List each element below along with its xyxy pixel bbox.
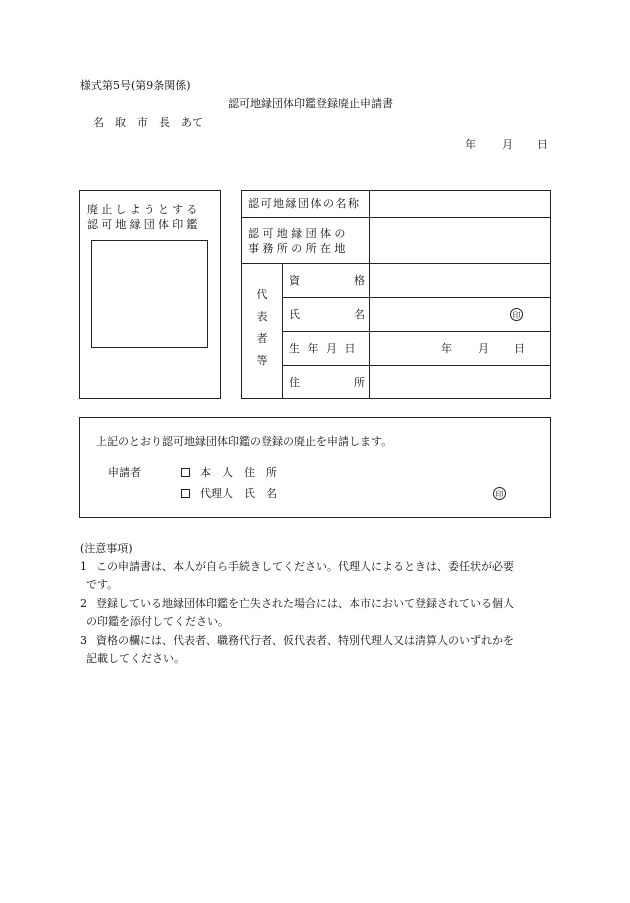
- date-year-label: 年: [465, 138, 476, 151]
- birth-month-label: 月: [478, 342, 489, 355]
- note-number: 1: [80, 560, 87, 573]
- seal-box-label-line2: 認可地縁団体印鑑: [87, 218, 201, 231]
- qualification-label-1: 資: [289, 274, 300, 287]
- form-title: 認可地縁団体印鑑登録廃止申請書: [228, 97, 393, 110]
- note-number: 2: [80, 597, 87, 610]
- seal-impression-area[interactable]: [91, 240, 208, 348]
- qualification-label-2: 格: [354, 274, 365, 287]
- applicant-label: 申請者: [108, 466, 141, 479]
- date-day-label: 日: [537, 138, 548, 151]
- seal-mark-icon: 印: [510, 308, 523, 321]
- form-number: 様式第5号(第9条関係): [80, 79, 191, 92]
- note-number: 3: [80, 634, 87, 647]
- name-field[interactable]: [370, 298, 510, 330]
- date-month-label: 月: [502, 138, 513, 151]
- checkbox-agent[interactable]: [181, 489, 190, 498]
- birth-year-label: 年: [441, 342, 452, 355]
- address-field[interactable]: [370, 366, 550, 398]
- org-name-field[interactable]: [370, 218, 550, 262]
- application-box: [79, 417, 551, 518]
- checkbox-self[interactable]: [181, 468, 190, 477]
- note-text: この申請書は、本人が自ら手続きしてください。代理人によるときは、委任状が必要: [96, 560, 514, 573]
- office-label-line2: 事務所の所在地: [248, 242, 349, 255]
- note-text: 登録している地縁団体印鑑を亡失された場合には、本市において登録されている個人: [96, 597, 514, 610]
- name-label-1: 氏: [289, 308, 300, 321]
- option-agent-name: 代理人 氏 名: [200, 487, 277, 500]
- address-label-2: 所: [354, 376, 365, 389]
- qualification-field[interactable]: [370, 264, 550, 296]
- note-text-continued: の印鑑を添付してください。: [86, 615, 229, 628]
- birth-day-label: 日: [514, 342, 525, 355]
- representative-label: 代 表 者 等: [256, 288, 268, 367]
- addressee: 名 取 市 長 あて: [93, 116, 203, 129]
- address-label-1: 住: [289, 376, 300, 389]
- note-text: 資格の欄には、代表者、職務代行者、仮代表者、特別代理人又は清算人のいずれかを: [96, 634, 514, 647]
- notes-heading: (注意事項): [80, 542, 133, 555]
- office-label-line1: 認可地縁団体の: [248, 227, 349, 240]
- name-label-2: 名: [354, 308, 365, 321]
- application-statement: 上記のとおり認可地縁団体印鑑の登録の廃止を申請します。: [96, 435, 393, 448]
- seal-mark-icon: 印: [493, 487, 506, 500]
- org-name-label: 認可地縁団体の名称: [248, 197, 361, 210]
- seal-box-label-line1: 廃止しようとする: [87, 203, 201, 216]
- birthdate-label: 生 年 月 日: [289, 342, 358, 355]
- note-text-continued: 記載してください。: [86, 652, 185, 665]
- note-text-continued: です。: [86, 578, 119, 591]
- option-self-address: 本 人 住 所: [200, 466, 277, 479]
